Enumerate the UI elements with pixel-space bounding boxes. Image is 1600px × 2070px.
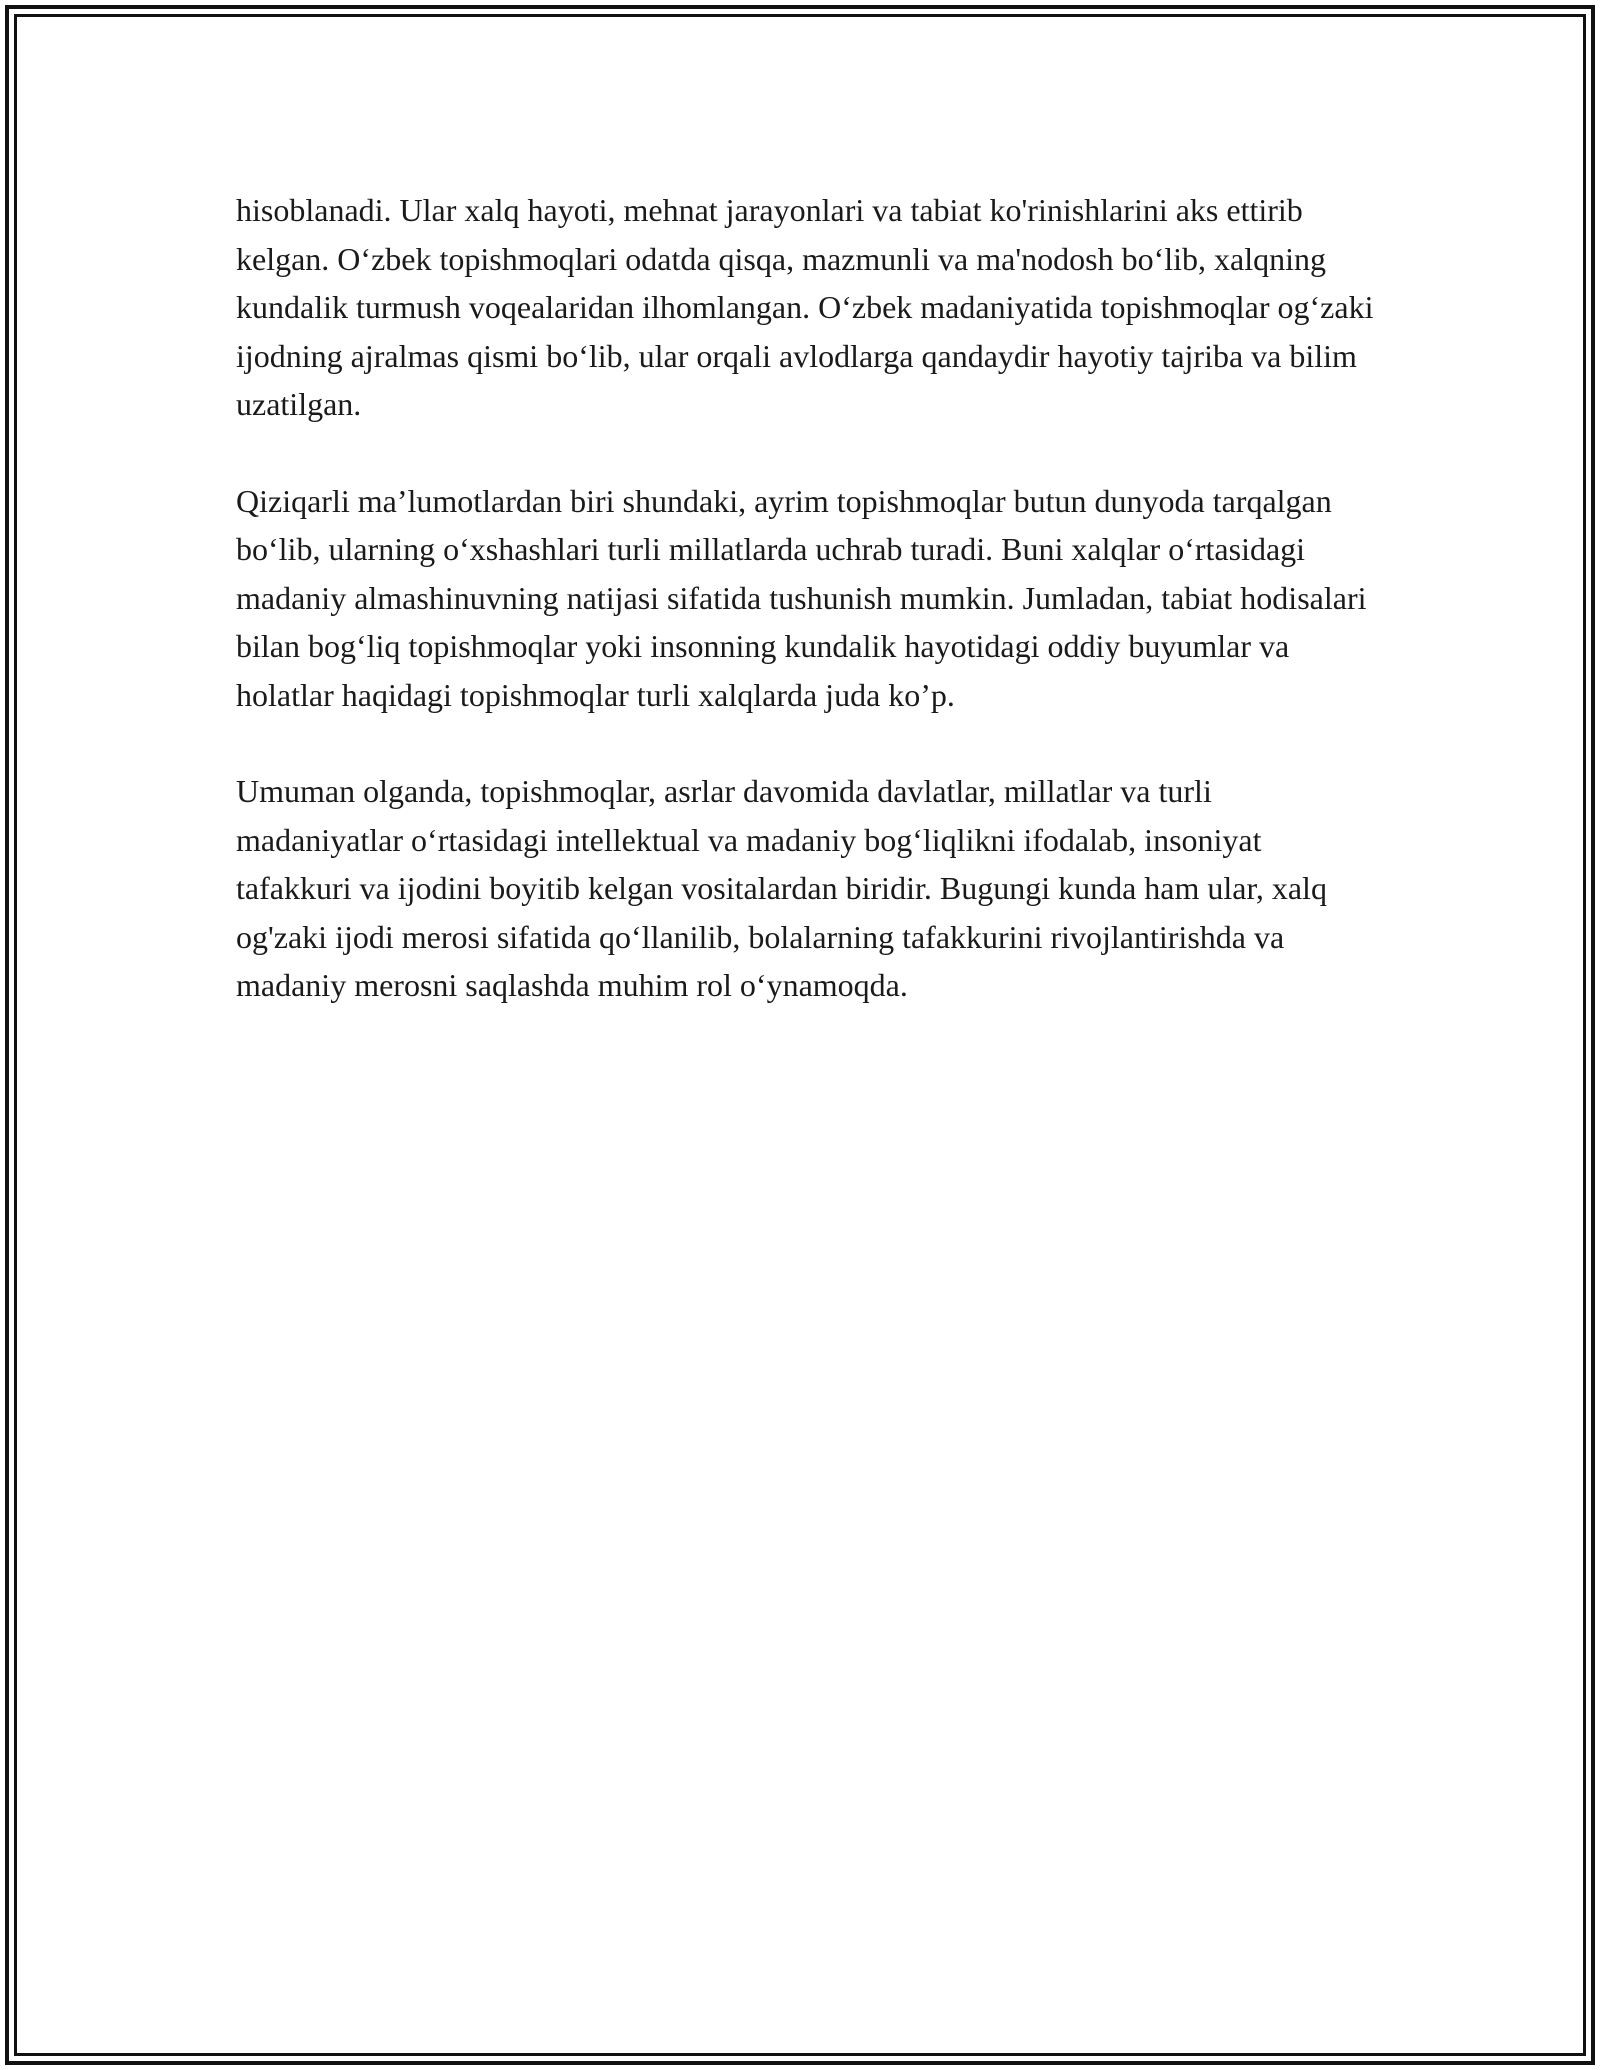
paragraph-1: hisoblanadi. Ular xalq hayoti, mehnat jarayonlari va tabiat ko'rinishlarini aks ettirib kelgan. O‘zbek topishmoqlari odatda qisqa, mazmunli va ma'nodosh bo‘lib, xalqning kundalik turmush voqealaridan ilhomlangan. O‘zbek madaniyatida topishmoqlar og‘zaki ijodning ajralmas qismi bo‘lib, ular orqali avlodlarga qandaydir hayotiy tajriba va bilim uzatilgan. — [236, 192, 1374, 422]
document-body — [236, 186, 1376, 1058]
paragraph-2: Qiziqarli ma’lumotlardan biri shundaki, ayrim topishmoqlar butun dunyoda tarqalgan bo‘lib, ularning o‘xshashlari turli millatlarda uchrab turadi. Buni xalqlar o‘rtasidagi madaniy almashinuvning natijasi sifatida tushunish mumkin. Jumladan, tabiat hodisalari bilan bog‘liq topishmoqlar yoki insonning kundalik hayotidagi oddiy buyumlar va holatlar haqidagi topishmoqlar turli xalqlarda juda ko’p. — [236, 482, 1367, 713]
paragraph-3: Umuman olganda, topishmoqlar, asrlar davomida davlatlar, millatlar va turli madaniyatlar o‘rtasidagi intellektual va madaniy bog‘liqlikni ifodalab, insoniyat tafakkuri va ijodini boyitib kelgan vositalardan biridir. Bugungi kunda ham ular, xalq og'zaki ijodi merosi sifatida qo‘llanilib, bolalarning tafakkurini rivojlantirishda va madaniy merosni saqlashda muhim rol o‘ynamoqda. — [236, 773, 1327, 1003]
